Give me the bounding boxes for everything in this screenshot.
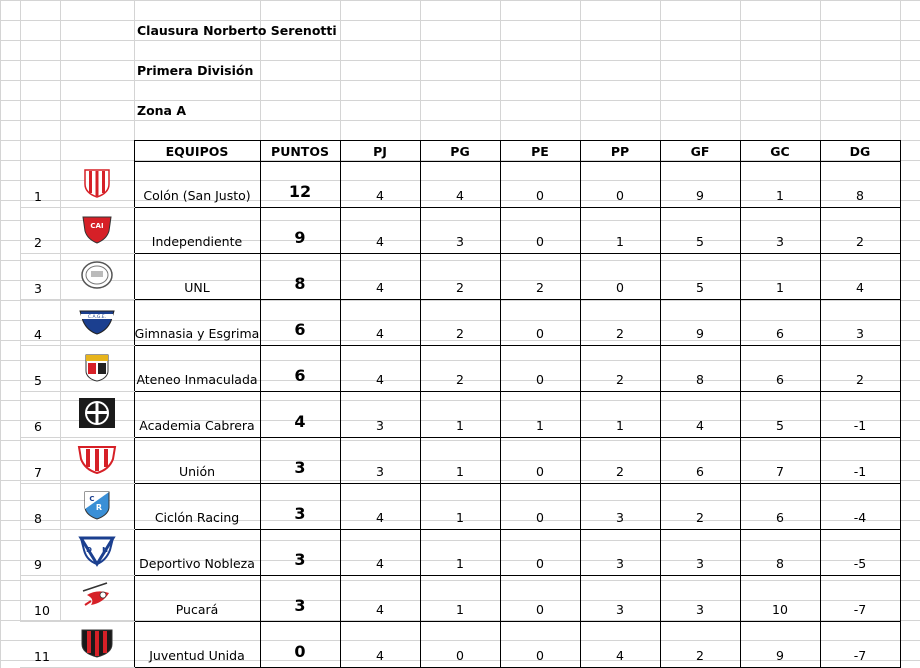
goals-for-cell[interactable]: 3 xyxy=(660,530,740,576)
drawn-cell[interactable]: 0 xyxy=(500,622,580,668)
points-cell[interactable]: 3 xyxy=(260,530,340,576)
logo-cell[interactable] xyxy=(60,530,134,576)
team-name-cell[interactable]: Independiente xyxy=(134,208,260,254)
goal-diff-cell[interactable]: 2 xyxy=(820,208,900,254)
svg-text:C.A.G.E.: C.A.G.E. xyxy=(87,315,106,320)
ciclon-crest-icon xyxy=(77,489,117,521)
drawn-cell[interactable]: 0 xyxy=(500,530,580,576)
goal-diff-cell[interactable]: 2 xyxy=(820,346,900,392)
svg-text:N: N xyxy=(101,546,108,554)
goal-diff-cell[interactable]: 4 xyxy=(820,254,900,300)
unl-crest-icon xyxy=(77,259,117,291)
lost-cell[interactable]: 0 xyxy=(580,254,660,300)
points-cell[interactable]: 6 xyxy=(260,346,340,392)
lost-cell[interactable]: 3 xyxy=(580,484,660,530)
table-row xyxy=(20,484,900,530)
juventud-crest-icon xyxy=(77,627,117,659)
header-puntos[interactable]: PUNTOS xyxy=(260,141,340,162)
goals-against-cell[interactable]: 10 xyxy=(740,576,820,622)
points-cell[interactable]: 12 xyxy=(260,162,340,208)
points-cell[interactable]: 6 xyxy=(260,300,340,346)
team-name-cell[interactable]: Ciclón Racing xyxy=(134,484,260,530)
goals-for-cell[interactable]: 3 xyxy=(660,576,740,622)
division-label: Primera División xyxy=(137,63,254,78)
goal-diff-cell[interactable]: -7 xyxy=(820,622,900,668)
goal-diff-cell[interactable]: -5 xyxy=(820,530,900,576)
drawn-cell[interactable]: 0 xyxy=(500,300,580,346)
won-cell[interactable]: 1 xyxy=(420,484,500,530)
svg-text:R: R xyxy=(95,503,102,512)
ateneo-crest-icon xyxy=(77,351,117,383)
lost-cell[interactable]: 2 xyxy=(580,438,660,484)
lost-cell[interactable]: 3 xyxy=(580,530,660,576)
played-cell[interactable]: 4 xyxy=(340,576,420,622)
union-crest-icon xyxy=(77,443,117,475)
drawn-cell[interactable]: 0 xyxy=(500,438,580,484)
table-row xyxy=(20,208,900,254)
position-cell[interactable]: 11 xyxy=(20,622,60,668)
team-name-cell[interactable]: Colón (San Justo) xyxy=(134,162,260,208)
played-cell[interactable]: 4 xyxy=(340,162,420,208)
goals-for-cell[interactable]: 2 xyxy=(660,484,740,530)
svg-text:C: C xyxy=(89,495,95,503)
team-name-cell[interactable]: Ateneo Inmaculada xyxy=(134,346,260,392)
goals-for-cell[interactable]: 9 xyxy=(660,162,740,208)
standings-table xyxy=(20,140,901,668)
points-cell[interactable]: 9 xyxy=(260,208,340,254)
team-name-cell[interactable]: Unión xyxy=(134,438,260,484)
header-pe[interactable]: PE xyxy=(500,141,580,162)
header-pp[interactable]: PP xyxy=(580,141,660,162)
svg-text:D: D xyxy=(85,546,92,554)
goals-against-cell[interactable]: 6 xyxy=(740,484,820,530)
position-cell[interactable]: 10 xyxy=(20,576,60,622)
lost-cell[interactable]: 0 xyxy=(580,162,660,208)
won-cell[interactable]: 2 xyxy=(420,300,500,346)
logo-cell[interactable] xyxy=(60,346,134,392)
drawn-cell[interactable]: 2 xyxy=(500,254,580,300)
table-row xyxy=(20,622,900,668)
goals-for-cell[interactable]: 8 xyxy=(660,346,740,392)
table-row xyxy=(20,300,900,346)
lost-cell[interactable]: 4 xyxy=(580,622,660,668)
played-cell[interactable]: 3 xyxy=(340,438,420,484)
goal-diff-cell[interactable]: 3 xyxy=(820,300,900,346)
position-cell[interactable]: 1 xyxy=(20,162,60,208)
table-row xyxy=(20,576,900,622)
points-cell[interactable]: 3 xyxy=(260,438,340,484)
points-cell[interactable]: 4 xyxy=(260,392,340,438)
header-gf[interactable]: GF xyxy=(660,141,740,162)
position-cell[interactable]: 6 xyxy=(20,392,60,438)
points-cell[interactable]: 8 xyxy=(260,254,340,300)
table-row xyxy=(20,438,900,484)
gimnasia-crest-icon xyxy=(77,305,117,337)
won-cell[interactable]: 2 xyxy=(420,346,500,392)
won-cell[interactable]: 0 xyxy=(420,622,500,668)
played-cell[interactable]: 4 xyxy=(340,484,420,530)
position-cell[interactable]: 8 xyxy=(20,484,60,530)
won-cell[interactable]: 3 xyxy=(420,208,500,254)
goals-for-cell[interactable]: 4 xyxy=(660,392,740,438)
academia-crest-icon xyxy=(77,397,117,429)
table-header-row xyxy=(20,141,900,162)
goals-against-cell[interactable]: 7 xyxy=(740,438,820,484)
table-row xyxy=(20,392,900,438)
sheet-title: Clausura Norberto Serenotti xyxy=(137,23,337,38)
lost-cell[interactable]: 2 xyxy=(580,300,660,346)
goals-for-cell[interactable]: 2 xyxy=(660,622,740,668)
logo-cell[interactable] xyxy=(60,300,134,346)
position-cell[interactable]: 4 xyxy=(20,300,60,346)
won-cell[interactable]: 1 xyxy=(420,438,500,484)
team-name-cell[interactable]: Gimnasia y Esgrima xyxy=(134,300,260,346)
svg-text:CAI: CAI xyxy=(90,222,104,230)
won-cell[interactable]: 2 xyxy=(420,254,500,300)
goals-against-cell[interactable]: 8 xyxy=(740,530,820,576)
played-cell[interactable]: 4 xyxy=(340,254,420,300)
goals-against-cell[interactable]: 9 xyxy=(740,622,820,668)
logo-cell[interactable] xyxy=(60,162,134,208)
logo-cell[interactable] xyxy=(60,438,134,484)
goal-diff-cell[interactable]: 8 xyxy=(820,162,900,208)
goal-diff-cell[interactable]: -4 xyxy=(820,484,900,530)
goals-against-cell[interactable]: 6 xyxy=(740,300,820,346)
goal-diff-cell[interactable]: -1 xyxy=(820,392,900,438)
table-row xyxy=(20,346,900,392)
lost-cell[interactable]: 1 xyxy=(580,392,660,438)
goals-against-cell[interactable]: 1 xyxy=(740,254,820,300)
position-cell[interactable]: 7 xyxy=(20,438,60,484)
won-cell[interactable]: 1 xyxy=(420,392,500,438)
goals-for-cell[interactable]: 9 xyxy=(660,300,740,346)
goal-diff-cell[interactable]: -1 xyxy=(820,438,900,484)
goals-for-cell[interactable]: 6 xyxy=(660,438,740,484)
goals-against-cell[interactable]: 3 xyxy=(740,208,820,254)
won-cell[interactable]: 1 xyxy=(420,576,500,622)
points-cell[interactable]: 3 xyxy=(260,484,340,530)
won-cell[interactable]: 1 xyxy=(420,530,500,576)
played-cell[interactable]: 4 xyxy=(340,622,420,668)
drawn-cell[interactable]: 0 xyxy=(500,346,580,392)
goals-for-cell[interactable]: 5 xyxy=(660,254,740,300)
goals-against-cell[interactable]: 5 xyxy=(740,392,820,438)
drawn-cell[interactable]: 0 xyxy=(500,576,580,622)
team-name-cell[interactable]: Juventud Unida xyxy=(134,622,260,668)
goals-for-cell[interactable]: 5 xyxy=(660,208,740,254)
position-cell[interactable]: 2 xyxy=(20,208,60,254)
drawn-cell[interactable]: 0 xyxy=(500,484,580,530)
header-gc[interactable]: GC xyxy=(740,141,820,162)
lost-cell[interactable]: 3 xyxy=(580,576,660,622)
logo-cell[interactable] xyxy=(60,254,134,300)
pucara-crest-icon xyxy=(77,581,117,613)
goals-against-cell[interactable]: 6 xyxy=(740,346,820,392)
position-cell[interactable]: 3 xyxy=(20,254,60,300)
colon-crest-icon xyxy=(77,167,117,199)
lost-cell[interactable]: 2 xyxy=(580,346,660,392)
logo-cell[interactable] xyxy=(60,208,134,254)
nobleza-crest-icon xyxy=(77,535,117,567)
position-cell[interactable]: 9 xyxy=(20,530,60,576)
position-cell[interactable]: 5 xyxy=(20,346,60,392)
lost-cell[interactable]: 1 xyxy=(580,208,660,254)
played-cell[interactable]: 4 xyxy=(340,346,420,392)
logo-cell[interactable] xyxy=(60,484,134,530)
header-pj[interactable]: PJ xyxy=(340,141,420,162)
header-equipos[interactable]: EQUIPOS xyxy=(134,141,260,162)
table-row xyxy=(20,254,900,300)
played-cell[interactable]: 4 xyxy=(340,208,420,254)
team-name-cell[interactable]: Deportivo Nobleza xyxy=(134,530,260,576)
table-row xyxy=(20,162,900,208)
played-cell[interactable]: 4 xyxy=(340,530,420,576)
header-dg[interactable]: DG xyxy=(820,141,900,162)
team-name-cell[interactable]: Pucará xyxy=(134,576,260,622)
logo-cell[interactable] xyxy=(60,576,134,622)
won-cell[interactable]: 4 xyxy=(420,162,500,208)
goals-against-cell[interactable]: 1 xyxy=(740,162,820,208)
team-name-cell[interactable]: UNL xyxy=(134,254,260,300)
goal-diff-cell[interactable]: -7 xyxy=(820,576,900,622)
played-cell[interactable]: 3 xyxy=(340,392,420,438)
drawn-cell[interactable]: 0 xyxy=(500,162,580,208)
drawn-cell[interactable]: 1 xyxy=(500,392,580,438)
header-pg[interactable]: PG xyxy=(420,141,500,162)
played-cell[interactable]: 4 xyxy=(340,300,420,346)
team-name-cell[interactable]: Academia Cabrera xyxy=(134,392,260,438)
independiente-crest-icon xyxy=(77,213,117,245)
logo-cell[interactable] xyxy=(60,392,134,438)
points-cell[interactable]: 0 xyxy=(260,622,340,668)
drawn-cell[interactable]: 0 xyxy=(500,208,580,254)
zone-label: Zona A xyxy=(137,103,187,118)
logo-cell[interactable] xyxy=(60,622,134,668)
points-cell[interactable]: 3 xyxy=(260,576,340,622)
table-row xyxy=(20,530,900,576)
